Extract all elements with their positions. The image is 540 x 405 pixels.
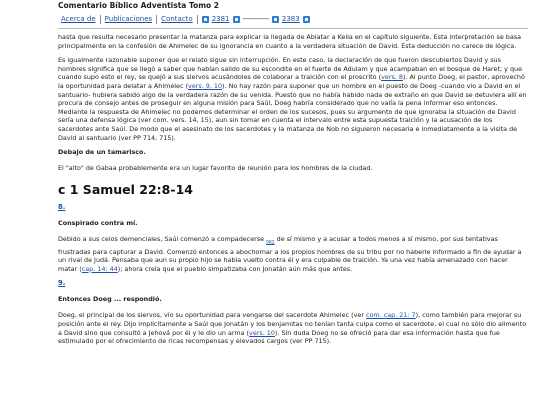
paragraph <box>58 235 528 274</box>
verse-ref-link[interactable]: vers. 8 <box>381 73 403 82</box>
verse-number-link[interactable]: 8. <box>58 202 66 211</box>
page-marker-link[interactable]: 982 <box>266 240 275 245</box>
nav-contact-link[interactable]: Contacto <box>161 15 193 23</box>
text: de sí mismo y a acusar a todos menos a sí mismo, por sus tentativas frustradas para capturar a David. Comenzó entonces a abochornar a los propios hombres de su tribu por no haberle informado a fin de ayudar a un rival de Judá. Pensaba que aun su propio hijo se había vuelto contra él y era culpable de traición. Ya una vez había amenazado con hacer matar ( <box>58 234 522 273</box>
verse-ref-link[interactable]: cap. 14: 44 <box>81 264 118 273</box>
paragraph: El "alto" de Gabaa probablemente era un lugar favorito de reunión para los hombres de la ciudad. <box>58 164 373 173</box>
page-icon <box>303 16 310 23</box>
verse-number-link[interactable]: 9. <box>58 279 66 288</box>
verse-ref-link[interactable]: com. cap. 21: 7 <box>365 311 416 320</box>
section-heading: c 1 Samuel 22:8-14 <box>58 181 193 197</box>
text: ). Al punto Doeg, el pastor, aprovechó la oportunidad para delatar a Ahimelec ( <box>58 73 525 90</box>
nav-about-link[interactable]: Acerca de <box>61 15 96 23</box>
divider <box>58 28 528 29</box>
page-icon <box>272 16 279 23</box>
nav-publications-link[interactable]: Publicaciones <box>104 15 153 23</box>
next-page-link[interactable]: 2383 <box>281 15 300 23</box>
page-icon <box>202 16 209 23</box>
text: Es igualmente razonable suponer que el relato sigue sin interrupción. En este caso, la declaración de que fueron descubiertos David y sus hombres significa que se llegó a saber que habían salido de su escondite en el fuerte de Adulam y que acampaban en el bosque de Haret; y que cuando supo esto el rey, se quejó a sus siervos acusándoles de colaborar a traición con el proscrito ( <box>58 56 523 82</box>
paragraph: hasta que resulta necesario presentar la matanza para explicar la llegada de Abiatar a Keila en el capítulo siguiente. Esta interpretación se basa principalmente en la confesión de Ahimelec de su ignorancia en cuanto a la verdadera situación de David. Esta deducción no carece de lógica. <box>58 33 522 50</box>
page-navigator <box>198 15 310 23</box>
subheading: Entonces Doeg ... respondió. <box>58 295 162 304</box>
text: Debido a sus celos demenciales, Saúl comenzó a compadecerse <box>58 234 267 243</box>
verse-ref-link[interactable]: vers. 9, 10 <box>188 81 223 90</box>
subheading: Conspirado contra mí. <box>58 218 138 227</box>
verse-ref-link[interactable]: vers. 10 <box>249 328 275 337</box>
subheading: Debajo de un tamarisco. <box>58 148 146 157</box>
text: ), como también para mejorar su posición ante el rey. Dijo implícitamente a Saúl que Jonatán y los benjamitas no tenían tanta culpa como el sacerdote, el cual no sólo dio alimento a David sino que consultó a Jehová por él y le dio un arma ( <box>58 311 527 337</box>
text: ); ahora creía que el pueblo simpatizaba con Jonatán aún más que antes. <box>117 264 353 273</box>
text: ). Sin duda Doeg no se ofreció para dar esa información hasta que fue estimulado por el ofrecimiento de ricas recompensas y elevados cargos (ver PP 715). <box>58 328 500 346</box>
paragraph <box>58 56 528 142</box>
top-nav <box>58 12 528 26</box>
paragraph <box>58 311 528 345</box>
prev-page-link[interactable]: 2381 <box>211 15 230 23</box>
text: Doeg, el principal de los siervos, vio su oportunidad para vengarse del sacerdote Ahimelec (ver <box>58 311 366 320</box>
book-title: Comentario Bíblico Adventista Tomo 2 <box>58 1 220 10</box>
page-icon <box>233 16 240 23</box>
page-dashes: ------------- <box>242 15 269 23</box>
text: ). No hay razón para suponer que un hombre en el puesto de Doeg -cuando vio a David en el santuario- hubiera sabido algo de la verdadera razón de su venida. Puesto que no había habido nada de extraño en que David se detuviera allí en procura de consejo antes de proseguir en alguna misión para Saúl, Doeg habría considerado que no valía la pena informar eso entonces. Mediante la respuesta de Ahimelec no podemos determinar el orden de los sucesos, pues su argumento de que ignoraba la situación de David sería una defensa lógica (ver com. vers. 14, 15), aun sin tomar en cuenta el intervalo entre esta supuesta traición y la acusación de los sacerdotes ante Saúl. De modo que el asesinato de los sacerdotes y la matanza de Nob no siguieron necesaria e inmediatamente a la visita de David al santuario (ver PP 714, 715). <box>58 81 527 142</box>
